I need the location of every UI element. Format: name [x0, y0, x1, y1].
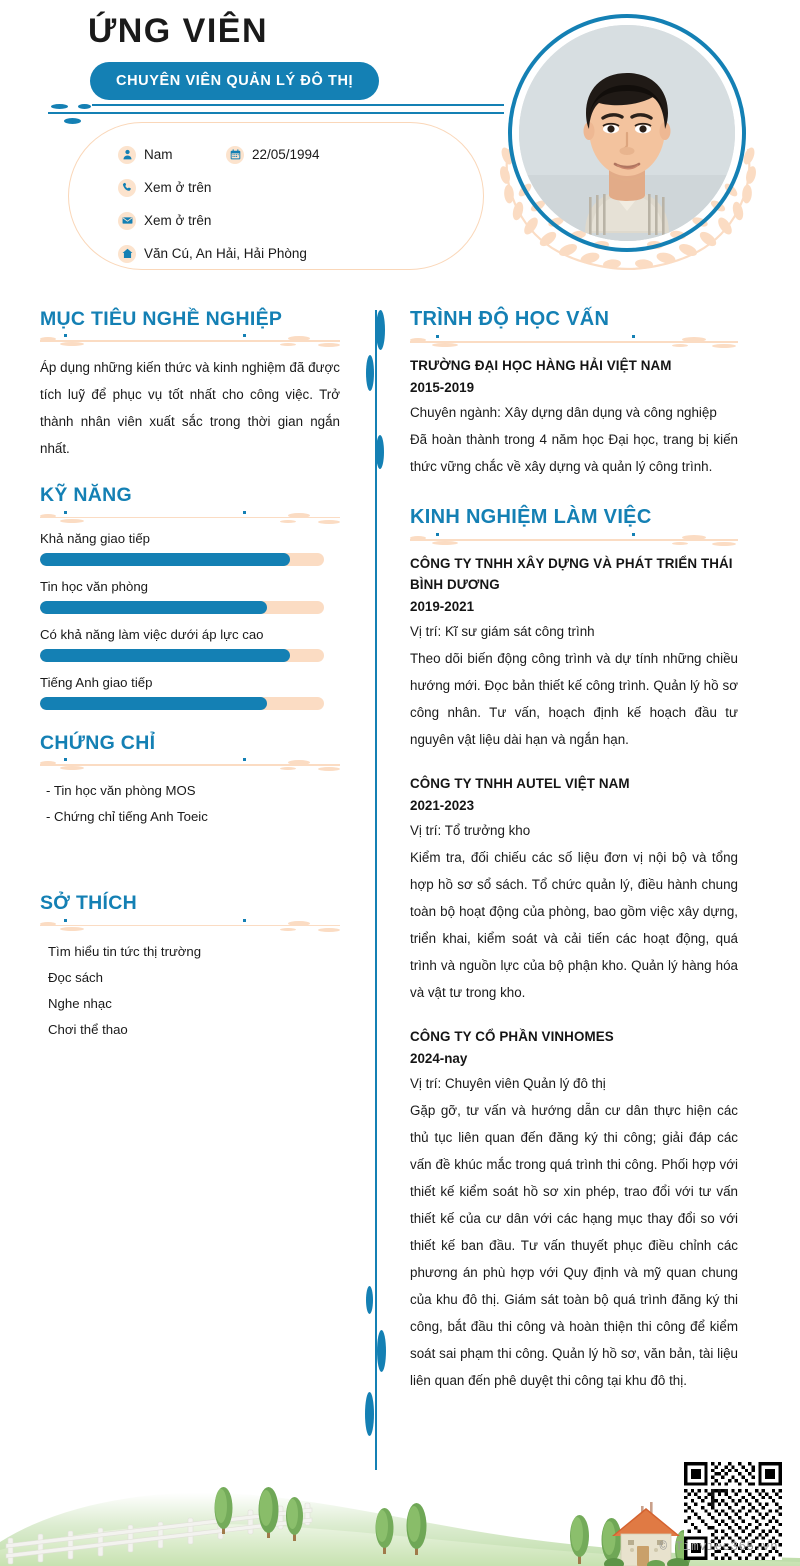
contact-email-value: Xem ở trên: [144, 213, 212, 228]
column-divider: [375, 310, 377, 1470]
contact-gender: [118, 146, 226, 164]
divider-leaf-5: [377, 1330, 386, 1372]
education-description: Đã hoàn thành trong 4 năm học Đại học, trang bị kiến thức vững chắc về xây dựng và quản lý công trình.: [410, 432, 738, 474]
section-rule: [410, 335, 738, 347]
experience-entry: [410, 773, 738, 1006]
cv-header: [0, 0, 800, 300]
education-entry: [410, 355, 738, 480]
skill-progress-track: [40, 601, 324, 614]
contact-row-email: [118, 204, 478, 237]
right-column: [410, 308, 738, 1416]
section-title-hobbies: SỞ THÍCH: [40, 892, 138, 915]
section-rule: [410, 533, 738, 545]
header-dot-2: [78, 104, 91, 109]
cv-body: [0, 300, 800, 1480]
skill-label: Tiếng Anh giao tiếp: [40, 674, 153, 690]
divider-leaf-1: [376, 310, 385, 350]
experience-org: CÔNG TY CỔ PHẦN VINHOMES: [410, 1029, 614, 1044]
person-icon: [118, 146, 136, 164]
section-experience: [410, 506, 738, 1394]
contact-row-gender-birthday: [118, 138, 478, 171]
section-title-education: TRÌNH ĐỘ HỌC VẤN: [410, 308, 610, 330]
section-education: [410, 308, 738, 480]
skill-progress-track: [40, 553, 324, 566]
contact-address: [118, 245, 307, 263]
contact-row-address: [118, 237, 478, 270]
section-title-experience: KINH NGHIỆM LÀM VIỆC: [410, 506, 652, 528]
home-icon: [118, 245, 136, 263]
experience-entry: [410, 553, 738, 753]
envelope-icon: [118, 212, 136, 230]
section-hobbies: [40, 892, 340, 1042]
header-dot-1: [51, 104, 68, 109]
list-item: Nghe nhạc: [48, 995, 112, 1011]
list-item: Tìm hiểu tin tức thị trường: [48, 943, 202, 959]
contact-phone-value: Xem ở trên: [144, 180, 212, 195]
experience-description: Gặp gỡ, tư vấn và hướng dẫn cư dân thực hiện các thủ tục liên quan đến đăng ký thi công; giải đáp các vấn đề khúc mắc trong quá trình thi công. Phối hợp với thiết kế kiểm soát hồ sơ xin phép, trao đổi với tư vấn thiết kế của cư dân với các hạng mục thay đổi so với thiết kế ban đầu. Tư vấn thuyết phục điều chỉnh các phương án phù hợp với Quy định và mỹ quan chung của khu đô thị. Giám sát toàn bộ quá trình đăng ký thi công, bắt đầu thi công và hoàn thiện thi công để kiểm soát sai phạm thi công. Quản lý hồ sơ, văn bản, tài liệu liên quan đến phê duyệt thi công tại khu đô thị.: [410, 1103, 738, 1388]
contact-address-value: Văn Cú, An Hải, Hải Phòng: [144, 246, 307, 261]
contact-gender-value: Nam: [144, 147, 173, 162]
experience-entry: [410, 1026, 738, 1394]
section-rule: [40, 919, 340, 931]
contact-phone: [118, 179, 211, 197]
experience-date: 2019-2021: [410, 599, 475, 614]
role-badge: CHUYÊN VIÊN QUẢN LÝ ĐÔ THỊ: [90, 62, 379, 100]
skill-progress-fill: [40, 553, 290, 566]
list-item: Chơi thể thao: [48, 1021, 128, 1037]
contact-row-phone: [118, 171, 478, 204]
divider-leaf-4: [366, 1286, 373, 1314]
avatar: [508, 14, 746, 252]
skill-label: Có khả năng làm việc dưới áp lực cao: [40, 626, 264, 642]
experience-date: 2021-2023: [410, 798, 475, 813]
header-dot-3: [64, 118, 81, 124]
header-rule-bottom: [48, 112, 504, 114]
experience-org: CÔNG TY TNHH AUTEL VIỆT NAM: [410, 776, 630, 791]
divider-leaf-2: [366, 355, 374, 391]
experience-description: Theo dõi biến động công trình và dự tính những chiều hướng mới. Đọc bản thiết kế công trình. Quản lý hồ sơ công nhân. Tư vấn, hoạch định kế hoạch đầu tư nguyên vật liệu dài hạn và ngắn hạn.: [410, 651, 738, 747]
contact-email: [118, 212, 211, 230]
header-left: [0, 0, 510, 300]
skill-progress-fill: [40, 697, 267, 710]
section-objective: [40, 308, 340, 462]
page-title: ỨNG VIÊN: [88, 12, 269, 50]
skill-progress-track: [40, 697, 324, 710]
skill-item: [40, 627, 340, 662]
section-title-objective: MỤC TIÊU NGHỀ NGHIỆP: [40, 308, 283, 330]
contact-birthday-value: 22/05/1994: [252, 147, 320, 162]
experience-description: Kiểm tra, đối chiếu các số liệu đơn vị nội bộ và tổng hợp hồ sơ sổ sách. Tổ chức quản lý, điều hành chung toàn bộ hoạt động của phòng, bao gồm việc xây dựng, triển khai, kiểm soát và cải tiến các hoạt động, quá trình và nguồn lực của bộ phận kho. Quản lý hàng hóa và vật tư trong kho.: [410, 850, 738, 1000]
left-column: [40, 308, 340, 1065]
skill-label: Khả năng giao tiếp: [40, 530, 150, 546]
skill-progress-fill: [40, 649, 290, 662]
list-item: Đọc sách: [48, 969, 103, 985]
section-rule: [40, 758, 340, 770]
experience-org: CÔNG TY TNHH XÂY DỰNG VÀ PHÁT TRIỂN THÁI BÌNH DƯƠNG: [410, 556, 733, 592]
education-org: TRƯỜNG ĐẠI HỌC HÀNG HẢI VIỆT NAM: [410, 358, 672, 373]
watermark: © Timviec365.vn: [659, 1540, 778, 1554]
education-date: 2015-2019: [410, 380, 475, 395]
phone-icon: [118, 179, 136, 197]
list-item: - Tin học văn phòng MOS: [46, 783, 196, 799]
section-title-certificates: CHỨNG CHỈ: [40, 731, 156, 754]
skill-progress-fill: [40, 601, 267, 614]
header-rule-top: [92, 104, 504, 106]
skill-item: [40, 531, 340, 566]
divider-leaf-6: [365, 1392, 374, 1436]
experience-position: Vị trí: Tổ trưởng kho: [410, 823, 531, 838]
list-item: - Chứng chỉ tiếng Anh Toeic: [46, 809, 208, 825]
calendar-icon: [226, 146, 244, 164]
divider-leaf-3: [376, 435, 384, 469]
skill-item: [40, 579, 340, 614]
experience-position: Vị trí: Chuyên viên Quản lý đô thị: [410, 1076, 606, 1091]
objective-text: Áp dụng những kiến thức và kinh nghiệm đã được tích luỹ để phục vụ tốt nhất cho công việc. Trở thành nhân viên xuất sắc trong thời gian ngắn nhất.: [40, 360, 340, 457]
section-rule: [40, 511, 340, 523]
contact-birthday: [226, 146, 320, 164]
section-rule: [40, 334, 340, 346]
skill-item: [40, 675, 340, 710]
education-major: Chuyên ngành: Xây dựng dân dụng và công nghiệp: [410, 405, 717, 420]
experience-position: Vị trí: Kĩ sư giám sát công trình: [410, 624, 595, 639]
section-skills: [40, 484, 340, 709]
skill-progress-track: [40, 649, 324, 662]
section-title-skills: KỸ NĂNG: [40, 484, 133, 507]
experience-date: 2024-nay: [410, 1051, 468, 1066]
avatar-ring: [508, 14, 746, 252]
skill-label: Tin học văn phòng: [40, 578, 149, 594]
section-certificates: [40, 732, 340, 830]
contact-list: [118, 138, 478, 270]
